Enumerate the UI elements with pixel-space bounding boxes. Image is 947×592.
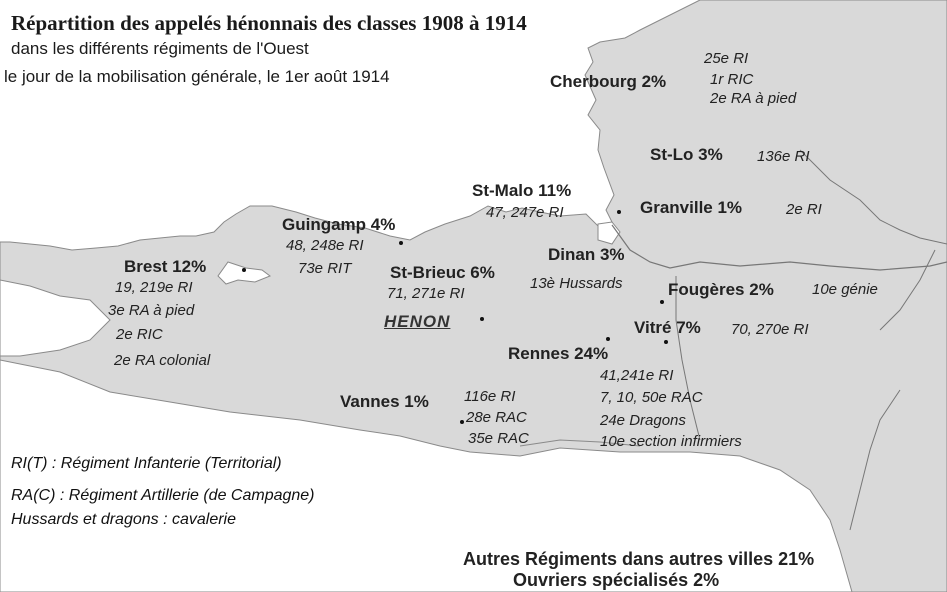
regiment-rennes-3: 24e Dragons	[600, 412, 686, 429]
city-st-malo: St-Malo 11%	[472, 181, 572, 200]
legend-line-1: RI(T) : Régiment Infanterie (Territorial)	[11, 455, 282, 472]
regiment-rennes-1: 41,241e RI	[600, 367, 674, 384]
map-title: Répartition des appelés hénonnais des classes 1908 à 1914	[11, 11, 527, 35]
city-fougeres: Fougères 2%	[668, 280, 774, 299]
legend-line-2: RA(C) : Régiment Artillerie (de Campagne)	[11, 487, 315, 504]
regiment-brest-3: 2e RIC	[116, 326, 163, 343]
regiment-rennes-2: 7, 10, 50e RAC	[600, 389, 703, 406]
regiment-st-malo: 47, 247e RI	[486, 204, 564, 221]
map-subtitle-line1: dans les différents régiments de l'Ouest	[11, 39, 309, 58]
regiment-vitre: 70, 270e RI	[731, 321, 809, 338]
regiment-guingamp-1: 48, 248e RI	[286, 237, 364, 254]
city-guingamp: Guingamp 4%	[282, 215, 396, 234]
city-marker-brest	[242, 268, 246, 272]
city-rennes: Rennes 24%	[508, 344, 609, 363]
regiment-dinan: 13è Hussards	[530, 275, 623, 292]
city-marker-rennes	[606, 337, 610, 341]
city-marker-vannes	[460, 420, 464, 424]
city-marker-guingamp	[399, 241, 403, 245]
regiment-brest-2: 3e RA à pied	[108, 302, 195, 319]
city-marker-vitre	[664, 340, 668, 344]
city-granville: Granville 1%	[640, 198, 743, 217]
west-sea	[0, 0, 590, 236]
regiment-cherbourg-3: 2e RA à pied	[710, 90, 797, 107]
regiment-cherbourg-1: 25e RI	[704, 50, 749, 67]
regiment-vannes-3: 35e RAC	[468, 430, 529, 447]
city-marker-fougeres	[660, 300, 664, 304]
regiment-granville: 2e RI	[786, 201, 822, 218]
total-specialized-workers: Ouvriers spécialisés 2%	[513, 570, 720, 590]
regiment-rennes-4: 10e section infirmiers	[600, 433, 742, 450]
city-marker-st-malo	[617, 210, 621, 214]
regiment-st-brieuc: 71, 271e RI	[387, 285, 465, 302]
city-st-lo: St-Lo 3%	[650, 145, 723, 164]
map-subtitle-line2: le jour de la mobilisation générale, le 1er août 1914	[4, 67, 390, 86]
city-dinan: Dinan 3%	[548, 245, 625, 264]
city-vitre: Vitré 7%	[634, 318, 701, 337]
city-cherbourg: Cherbourg 2%	[550, 72, 667, 91]
city-brest: Brest 12%	[124, 257, 207, 276]
regiment-vannes-1: 116e RI	[464, 388, 516, 405]
regiment-guingamp-2: 73e RIT	[298, 260, 352, 277]
total-other-regiments: Autres Régiments dans autres villes 21%	[463, 549, 815, 569]
city-st-brieuc: St-Brieuc 6%	[390, 263, 495, 282]
city-marker-henon	[480, 317, 484, 321]
regiment-brest-1: 19, 219e RI	[115, 279, 193, 296]
regiment-fougeres: 10e génie	[812, 281, 878, 298]
city-vannes: Vannes 1%	[340, 392, 429, 411]
regiment-brest-4: 2e RA colonial	[114, 352, 211, 369]
regiment-cherbourg-2: 1r RIC	[710, 71, 754, 88]
henon-label: HENON	[384, 312, 451, 331]
regiment-vannes-2: 28e RAC	[466, 409, 527, 426]
regiment-st-lo: 136e RI	[757, 148, 810, 165]
legend-line-3: Hussards et dragons : cavalerie	[11, 511, 236, 528]
